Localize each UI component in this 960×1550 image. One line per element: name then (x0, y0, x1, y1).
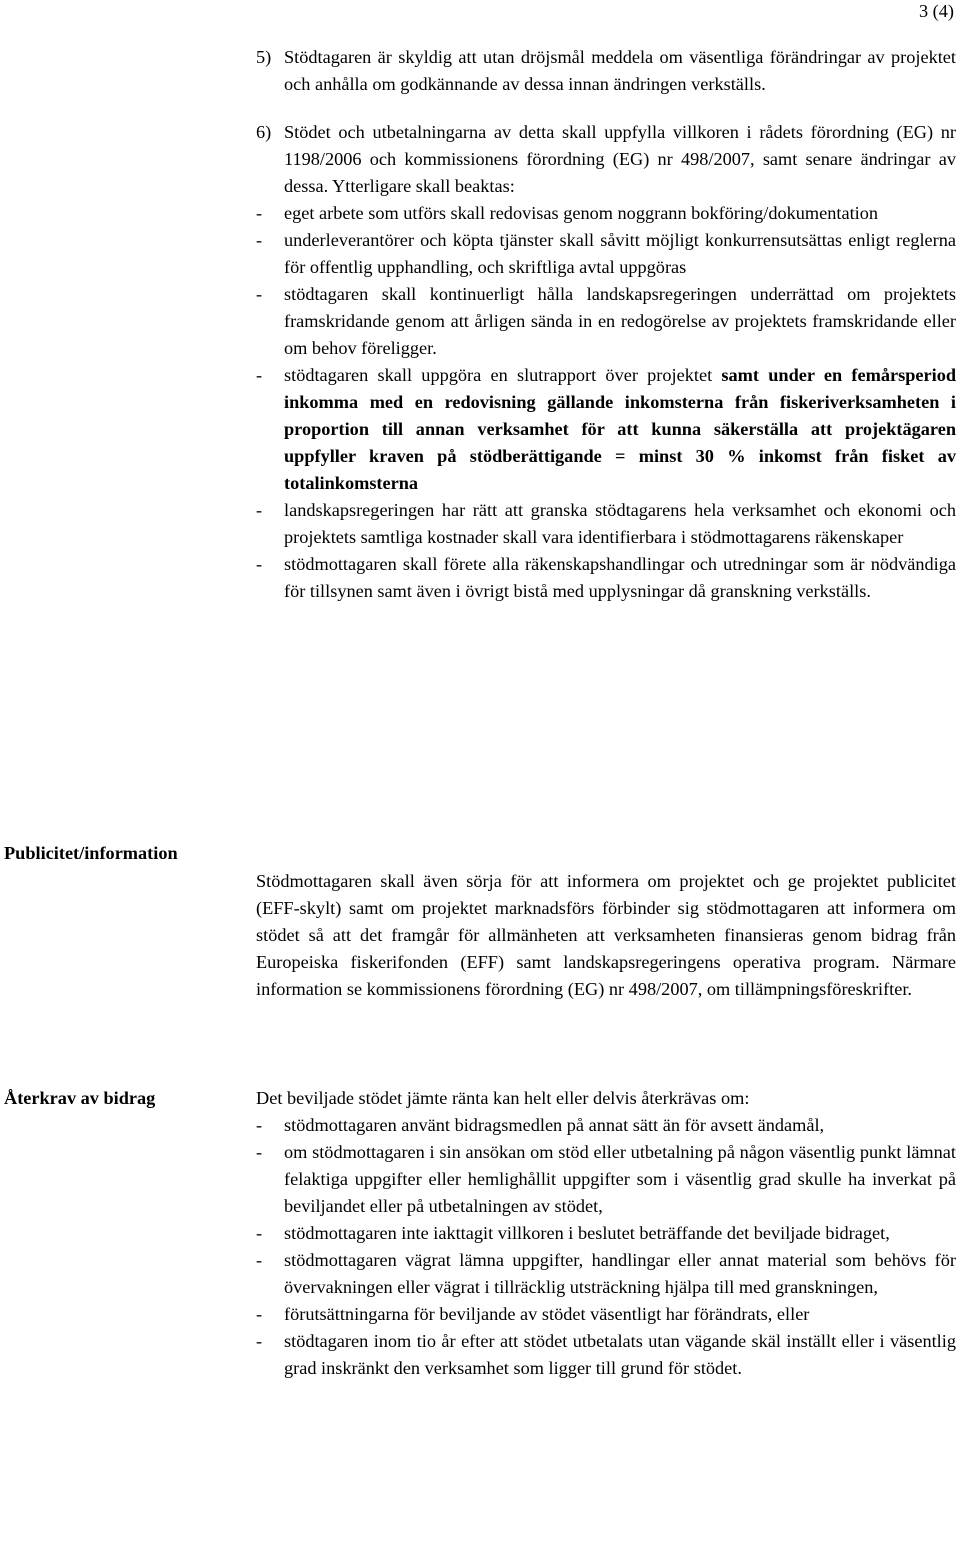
bullet-dash: - (256, 554, 263, 574)
list-item-plain: stödtagaren skall kontinuerligt hålla landskapsregeringen underrättad om projektets framskridande genom att årligen sända in en redogörelse av projektets framskridande eller om behov föreligger. (284, 284, 956, 358)
page-number: 3 (4) (918, 1, 954, 21)
list-item (256, 1247, 956, 1301)
condition-item-5 (256, 44, 956, 98)
list-item (256, 200, 956, 227)
list-item-text (284, 227, 956, 281)
bullet-dash: - (256, 203, 263, 223)
publicity-heading: Publicitet/information (4, 843, 178, 863)
condition-item-6 (256, 119, 956, 200)
list-item-text (284, 200, 956, 227)
bullet-dash: - (256, 284, 263, 304)
bullet-dash: - (256, 1304, 263, 1324)
list-item-plain: stödmottagaren skall förete alla räkenskapshandlingar och utredningar som är nödvändiga för tillsynen samt även i övrigt bistå med upplysningar då granskning verkställs. (284, 554, 956, 601)
list-item-plain: eget arbete som utförs skall redovisas genom noggrann bokföring/dokumentation (284, 203, 879, 223)
item-number: 5) (256, 47, 272, 67)
list-item-text: om stödmottagaren i sin ansökan om stöd eller utbetalning på någon väsentlig punkt lämnat felaktiga uppgifter eller hemlighållit uppgifter som i väsentlig grad skulle ha inverkat på beviljandet eller på utbetalningen av stödet, (284, 1142, 956, 1216)
list-item-text: förutsättningarna för beviljande av stödet väsentligt har förändrats, eller (284, 1304, 810, 1324)
list-item-text (284, 281, 956, 362)
bullet-dash: - (256, 365, 263, 385)
bullet-dash: - (256, 500, 263, 520)
list-item-text: stödtagaren inom tio år efter att stödet utbetalats utan vägande skäl inställt eller i väsentlig grad inskränkt den verksamhet som ligger till grund för stödet. (284, 1331, 956, 1378)
list-item-text: stödmottagaren vägrat lämna uppgifter, handlingar eller annat material som behövs för övervakningen eller vägrat i tillräcklig utsträckning hjälpa till med granskningen, (284, 1250, 956, 1297)
list-item (256, 1328, 956, 1382)
item-text: Stödtagaren är skyldig att utan dröjsmål meddela om väsentliga förändringar av projektet och anhålla om godkännande av dessa innan ändringen verkställs. (284, 47, 956, 94)
recovery-intro: Det beviljade stödet jämte ränta kan helt eller delvis återkrävas om: (256, 1088, 750, 1108)
bullet-dash: - (256, 230, 263, 250)
list-item-text (284, 551, 956, 605)
list-item (256, 362, 956, 497)
list-item (256, 1301, 956, 1328)
list-item (256, 1112, 956, 1139)
recovery-heading: Återkrav av bidrag (4, 1088, 156, 1108)
list-item-bold: samt under en femårsperiod inkomma med en redovisning gällande inkomsterna från fiskeriverksamheten i proportion till annan verksamhet för att kunna säkerställa att projektägaren uppfyller kraven på stödberättigande = minst 30 % inkomst från fisket av totalinkomsterna (284, 365, 957, 493)
bullet-dash: - (256, 1250, 263, 1270)
bullet-dash: - (256, 1331, 263, 1351)
bullet-dash: - (256, 1115, 263, 1135)
recovery-section (256, 1085, 956, 1382)
list-item-text (284, 497, 956, 551)
list-item-plain: landskapsregeringen har rätt att granska stödtagarens hela verksamhet och ekonomi och projektets samtliga kostnader skall vara identifierbara i stödmottagarens räkenskaper (284, 500, 956, 547)
publicity-section (256, 868, 956, 1003)
list-item-text (284, 362, 956, 497)
list-item (256, 497, 956, 551)
bullet-dash: - (256, 1142, 263, 1162)
publicity-text: Stödmottagaren skall även sörja för att informera om projektet och ge projektet publicitet (EFF-skylt) samt om projektet marknadsförs förbinder sig stödmottagaren att informera om stödet så att det framgår för allmänheten att verksamheten finansieras genom bidrag från Europeiska fiskerifonden (EFF) samt landskapsregeringens operativa program. Närmare information se kommissionens förordning (EG) nr 498/2007, om tillämpningsföreskrifter. (256, 871, 956, 999)
list-item-text: stödmottagaren inte iakttagit villkoren i beslutet beträffande det beviljade bidraget, (284, 1223, 890, 1243)
list-item (256, 551, 956, 605)
list-item-plain: underleverantörer och köpta tjänster skall såvitt möjligt konkurrensutsättas enligt reglerna för offentlig upphandling, och skriftliga avtal uppgöras (284, 230, 956, 277)
item-number: 6) (256, 122, 272, 142)
list-item-text: stödmottagaren använt bidragsmedlen på annat sätt än för avsett ändamål, (284, 1115, 825, 1135)
conditions-section (256, 44, 956, 605)
item-text: Stödet och utbetalningarna av detta skall uppfylla villkoren i rådets förordning (EG) nr 1198/2006 och kommissionens förordning (EG) nr 498/2007, samt senare ändringar av dessa. Ytterligare skall beaktas: (284, 122, 956, 196)
list-item (256, 1220, 956, 1247)
bullet-dash: - (256, 1223, 263, 1243)
list-item (256, 1139, 956, 1220)
list-item-plain: stödtagaren skall uppgöra en slutrapport över projektet (284, 365, 722, 385)
list-item (256, 227, 956, 281)
list-item (256, 281, 956, 362)
